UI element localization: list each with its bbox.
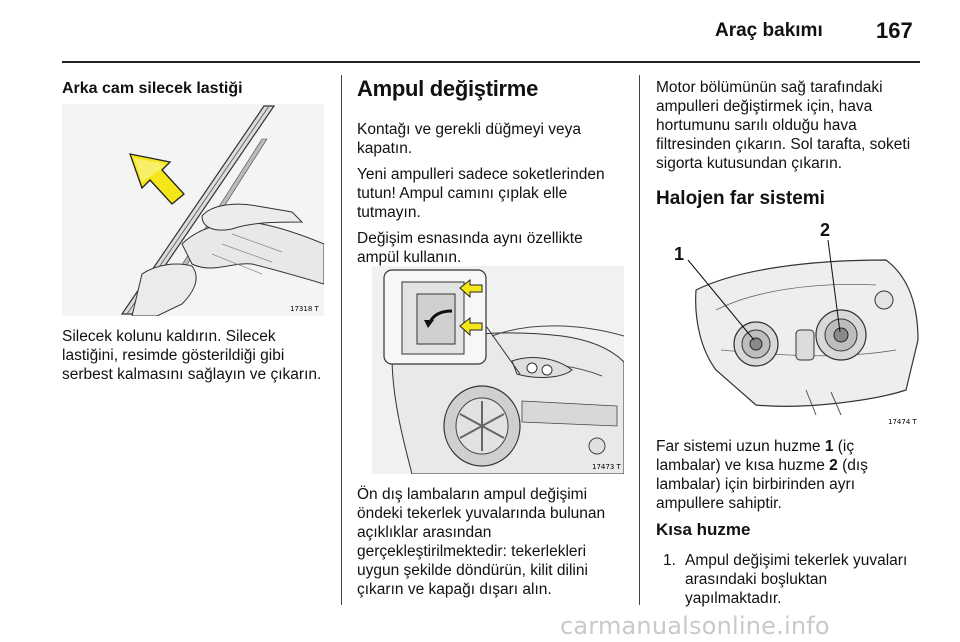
bold-ref-1: 1 — [824, 438, 834, 455]
figure-code: 17473 T — [592, 463, 621, 471]
text-line: ampulleri değiştirmek için, hava — [656, 98, 873, 115]
text-line: filtresinden çıkarın. Sol tarafta, soketi — [656, 136, 911, 153]
text-line: Motor bölümünün sağ tarafındaki — [656, 79, 883, 96]
list-number: 1. — [663, 552, 676, 569]
rear-wiper-heading: Arka cam silecek lastiği — [62, 80, 243, 97]
text-line: uygun şekilde döndürün, kilit dilini — [357, 562, 588, 579]
text-line: Kontağı ve gerekli düğmeyi veya — [357, 121, 582, 138]
low-beam-heading: Kısa huzme — [656, 520, 751, 539]
text-line: Silecek kolunu kaldırın. Silecek — [62, 328, 276, 345]
text-line: Yeni ampulleri sadece soketlerinden — [357, 166, 605, 183]
text-line: Ön dış lambaların ampul değişimi — [357, 486, 588, 503]
figure-code: 17474 T — [888, 418, 917, 426]
headlamp-figure — [656, 220, 922, 428]
text-span: (dış — [837, 457, 868, 474]
text-line: lambalar) için birbirinden ayrı — [656, 476, 855, 493]
running-header-title: Araç bakımı — [715, 20, 823, 41]
text-line — [656, 456, 931, 475]
column-divider-left — [341, 75, 342, 605]
callout-label-1: 1 — [674, 244, 685, 264]
text-line: tutmayın. — [357, 204, 421, 221]
text-line: sigorta kutusundan çıkarın. — [656, 155, 843, 172]
engine-bay-text — [656, 78, 931, 173]
rear-wiper-text — [62, 327, 337, 384]
bulb-replacement-heading: Ampul değiştirme — [357, 76, 539, 101]
text-line: öndeki tekerlek yuvalarında bulunan — [357, 505, 606, 522]
watermark: carmanualsonline.info — [560, 612, 830, 640]
header-rule — [62, 61, 920, 63]
halogen-description — [656, 437, 931, 513]
car-front-illustration — [372, 266, 624, 474]
paragraph — [357, 229, 632, 267]
text-line: tutun! Ampul camını çıplak elle — [357, 185, 568, 202]
front-light-text — [357, 485, 632, 599]
text-line — [656, 437, 931, 456]
list-text — [685, 551, 925, 608]
headlamp-illustration — [656, 220, 922, 428]
page-number: 167 — [876, 18, 913, 43]
halogen-heading: Halojen far sistemi — [656, 188, 825, 209]
paragraph — [357, 165, 632, 222]
text-line: açıklıklar arasından — [357, 524, 492, 541]
figure-code: 17318 T — [290, 305, 319, 313]
text-line: Ampul değişimi tekerlek yuvaları — [685, 552, 908, 569]
bold-ref-2: 2 — [829, 457, 838, 474]
text-line: serbest kalmasını sağlayın ve çıkarın. — [62, 366, 322, 383]
paragraph — [357, 120, 632, 158]
text-line: arasındaki boşluktan — [685, 571, 828, 588]
rear-wiper-figure — [62, 104, 324, 316]
text-line: hortumunu sarılı olduğu hava — [656, 117, 857, 134]
text-line: çıkarın ve kapağı dışarı alın. — [357, 581, 552, 598]
column-divider-right — [639, 75, 640, 605]
text-line: gerçekleştirilmektedir: tekerlekleri — [357, 543, 587, 560]
text-span: lambalar) ve kısa huzme — [656, 457, 830, 474]
bulb-replacement-paragraphs — [357, 120, 632, 274]
text-line: yapılmaktadır. — [685, 590, 782, 607]
front-light-figure — [372, 266, 624, 474]
text-line: Değişim esnasında aynı özellikte — [357, 230, 583, 247]
text-span: (iç — [833, 438, 855, 455]
text-line: ampullere sahiptir. — [656, 495, 782, 512]
text-line: lastiğini, resimde gösterildiği gibi — [62, 347, 285, 364]
text-span: Far sistemi uzun huzme — [656, 438, 825, 455]
text-line: kapatın. — [357, 140, 413, 157]
callout-label-2: 2 — [820, 220, 831, 240]
list-item — [663, 551, 933, 611]
rear-wiper-illustration — [62, 104, 324, 316]
text-line: ampül kullanın. — [357, 249, 462, 266]
